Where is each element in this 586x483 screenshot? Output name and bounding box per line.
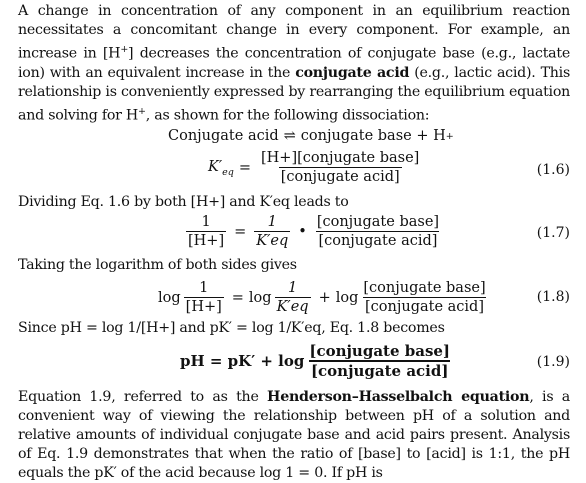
eq17-keq-fraction: $\frac{1}{K'eq}$	[256, 214, 289, 250]
eq18-keq-fraction: $\frac{1}{K'eq}$	[276, 280, 309, 316]
eq16-denominator: [conjugate acid]	[280, 169, 400, 186]
reaction-right-sup: +	[445, 130, 454, 142]
intro-paragraph: A change in concentration of any component in an equilibrium reaction necessitates a concomitant change in every component. For example, an increase in [H+] decreases the concentration of conjugate base (e.g., lactate ion) with an equivalent increase in the conjugate acid (e.g., lactic acid). This relationship is conveniently expressed by rearranging the equilibrium equation and solving for H+, as shown for the following dissociation:	[18, 3, 570, 124]
textbook-page	[18, 2, 570, 483]
eq16-fraction	[259, 150, 421, 185]
equation-1-7: $\frac{1}{[H+]}$ = $\frac{1}{K'eq}$ • $\frac{\text{[conjugate base]}}{\text{[conjugate acid]}}$ (1.7)	[188, 214, 570, 250]
eq19-lhs: pH = pK′ + log	[180, 352, 305, 371]
equation-number-1-7: (1.7)	[536, 225, 570, 242]
reaction-left: Conjugate acid	[168, 128, 279, 145]
dissociation-reaction	[18, 125, 570, 149]
equation-1-8: log $\frac{1}{[H+]}$ = log $\frac{1}{K'eq}$ + log $\frac{\text{[conjugate base]}}{\text{[conjugate acid]}}$ (1.8)	[158, 280, 570, 316]
eq17-lhs-fraction: $\frac{1}{[H+]}$	[188, 214, 225, 250]
since-paragraph: Since pH = log 1/[H+] and pK′ = log 1/K′eq, Eq. 1.8 becomes	[18, 320, 445, 337]
multiply-dot: •	[298, 223, 307, 240]
dividing-paragraph: Dividing Eq. 1.6 by both [H+] and K′eq leads to	[18, 194, 349, 211]
eq16-numerator: [H+][conjugate base]	[261, 150, 420, 167]
eq19-fraction: $\frac{\text{[conjugate base]}}{\text{[conjugate acid]}}$	[309, 342, 451, 381]
eq18-ratio-fraction: $\frac{\text{[conjugate base]}}{\text{[conjugate acid]}}$	[363, 280, 486, 316]
logarithm-paragraph: Taking the logarithm of both sides gives	[18, 257, 297, 274]
equation-number-1-9: (1.9)	[536, 354, 570, 371]
eq17-ratio-fraction: $\frac{\text{[conjugate base]}}{\text{[conjugate acid]}}$	[316, 214, 440, 250]
equation-number-1-6: (1.6)	[536, 162, 570, 179]
equilibrium-arrow: ⇌	[283, 128, 296, 145]
equation-1-6: $K'_{eq}$ = $\frac{\text{[H+][conjugate base]}}{\text{[conjugate acid]}}$ (1.6)	[208, 150, 570, 186]
eq18-lhs-fraction: $\frac{1}{[H+]}$	[185, 280, 222, 316]
reaction-right: conjugate base + H	[300, 128, 446, 145]
keq-symbol: $K'_{eq}$	[208, 158, 234, 178]
henderson-paragraph: Equation 1.9, referred to as the Henderson–Hasselbalch equation, is a convenient way of viewing the relationship between pH of a solution and relative amounts of individual conjugate base and acid pairs present. Analysis of Eq. 1.9 demonstrates that when the ratio of [base] to [acid] is 1:1, the pH equals the pK′ of the acid because log 1 = 0. If pH is	[18, 389, 571, 482]
equation-number-1-8: (1.8)	[536, 289, 570, 306]
equation-1-9	[18, 338, 570, 386]
